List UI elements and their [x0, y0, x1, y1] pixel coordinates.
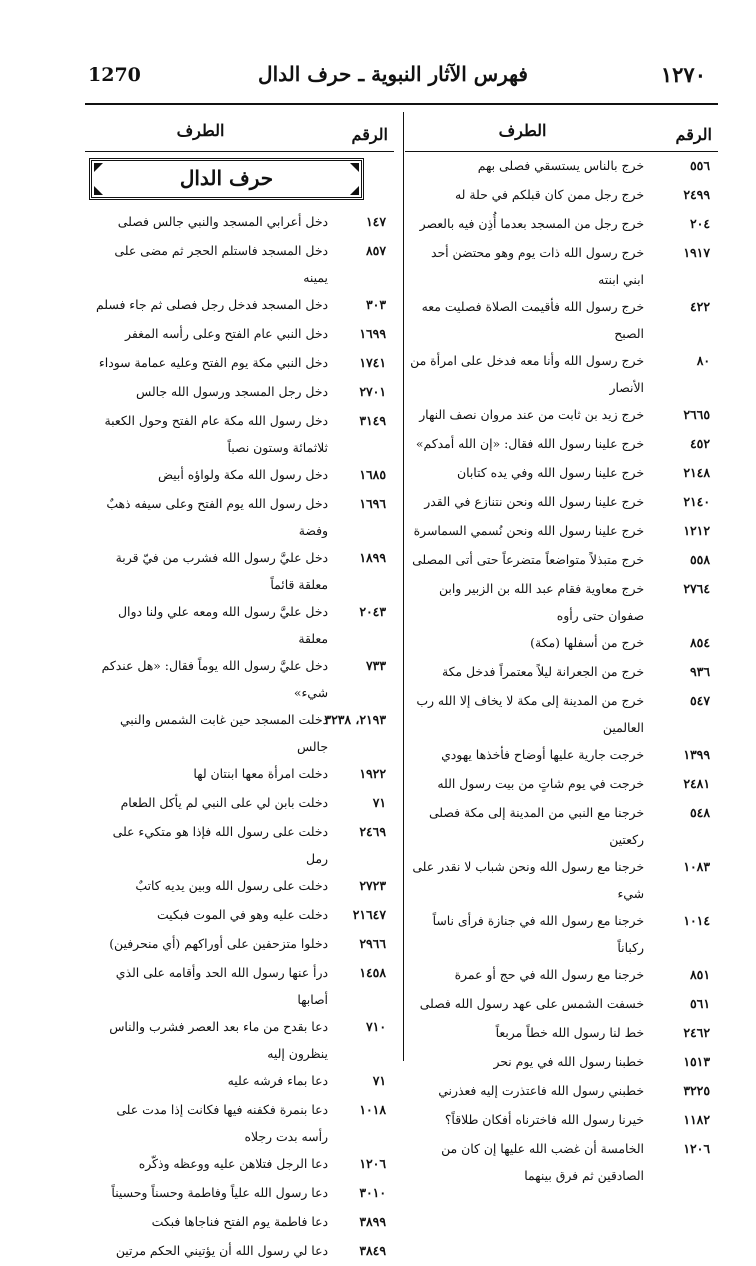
entry-text: خرج رسول الله وأنا معه فدخل على امرأة من الأنصار: [410, 353, 644, 395]
index-entry: [85, 1150, 394, 1179]
left-column: [85, 115, 394, 1266]
entry-text: دخل النبي مكة يوم الفتح وعليه عمامة سوداء: [98, 355, 328, 370]
index-entry: [85, 490, 394, 544]
index-entry: [85, 789, 394, 818]
entry-text: خسفت الشمس على عهد رسول الله فصلى: [419, 996, 644, 1011]
entry-text: دعا الرجل فتلاهن عليه ووعظه وذكّره: [138, 1156, 328, 1171]
entry-text: دخل المسجد فدخل رجل فصلى ثم جاء فسلم: [96, 297, 328, 312]
entry-text: دخل عليَّ رسول الله يوماً فقال: «هل عندكم شيء»: [101, 658, 328, 700]
entry-text: دخلت المسجد حين غابت الشمس والنبي جالس: [119, 712, 328, 754]
entry-text: دعا لي رسول الله أن يؤتيني الحكم مرتين: [115, 1243, 328, 1258]
entry-number: ٢١٤٨: [683, 465, 710, 480]
entry-number: ٤٥٢: [690, 436, 710, 451]
index-entry: [85, 320, 394, 349]
index-entry: [85, 208, 394, 237]
index-entry: [85, 544, 394, 598]
entry-text: خرجنا مع رسول الله في حج أو عمرة: [454, 967, 644, 982]
entry-text: دخل النبي عام الفتح وعلى رأسه المغفر: [125, 326, 328, 341]
entry-number: ٥٥٦: [690, 158, 710, 173]
entry-text: خرج رجل من المسجد بعدما أُذِن فيه بالعصر: [419, 216, 644, 231]
entry-number: ٢١٩٣، ٣٢٣٨: [324, 712, 386, 727]
corner-ornament-icon: [350, 163, 359, 172]
index-entry: [85, 349, 394, 378]
entry-number: ٢٠٤: [690, 216, 710, 231]
index-entry: [85, 930, 394, 959]
entry-text: دخلت بابن لي على النبي لم يأكل الطعام: [120, 795, 328, 810]
entry-text: خرج علينا رسول الله وفي يده كتابان: [456, 465, 644, 480]
entry-number: ٢٤٨١: [683, 776, 710, 791]
entry-text: خرج علينا رسول الله فقال: «إن الله أمدكم»: [415, 436, 644, 451]
entry-number: ٣١٤٩: [359, 413, 386, 428]
entry-number: ١٧٤١: [359, 355, 386, 370]
index-entry: [85, 407, 394, 461]
entry-text: خرج من الجعرانة ليلاً معتمراً فدخل مكة: [441, 664, 644, 679]
entry-number: ٩٣٦: [690, 664, 710, 679]
index-entry: [405, 1019, 718, 1048]
entry-number: ٣٠٣: [366, 297, 386, 312]
index-entry: [405, 907, 718, 961]
entry-number: ٢٤٩٩: [683, 187, 710, 202]
index-entry: [405, 430, 718, 459]
entry-text: دخل عليَّ رسول الله ومعه علي ولنا دوال معلقة: [118, 604, 328, 646]
entry-number: ٨٥٧: [366, 243, 386, 258]
index-entry: [405, 210, 718, 239]
index-entry: [405, 575, 718, 629]
entry-number: ٢١٦٤٧: [352, 907, 386, 922]
index-entry: [405, 990, 718, 1019]
entry-number: ٧١: [372, 1073, 386, 1088]
index-entry: [405, 181, 718, 210]
entry-text: دخلوا متزحفين على أوراكهم (أي منحرفين): [109, 936, 328, 951]
index-entry: [405, 1135, 718, 1189]
index-entry: [405, 1106, 718, 1135]
index-entry: [405, 459, 718, 488]
entry-text: دخل عليَّ رسول الله فشرب من فيّ قربة معلقة قائماً: [115, 550, 328, 592]
index-entry: [405, 629, 718, 658]
entry-text: خرجنا مع النبي من المدينة إلى مكة فصلى ركعتين: [428, 805, 644, 847]
index-entry: [85, 872, 394, 901]
entry-text: دخلت على رسول الله وبين يديه كاتبٌ: [135, 878, 328, 893]
page-number-arabic: ١٢٧٠: [660, 62, 706, 87]
index-entry: [85, 461, 394, 490]
entry-text: دعا فاطمة يوم الفتح فناجاها فبكت: [151, 1214, 328, 1229]
entry-number: ٣٨٩٩: [359, 1214, 386, 1229]
entry-text: خرج رجل ممن كان قبلكم في حلة له: [454, 187, 644, 202]
entry-number: ٥٦١: [690, 996, 710, 1011]
page-header: [70, 60, 716, 100]
entry-text: خرج زيد بن ثابت من عند مروان نصف النهار: [419, 407, 644, 422]
entry-number: ٥٥٨: [690, 552, 710, 567]
entry-number: ٢١٤٠: [683, 494, 710, 509]
entry-text: خرجت في يوم شاتٍ من بيت رسول الله: [437, 776, 644, 791]
index-entry: [85, 1096, 394, 1150]
entry-text: خرج رسول الله فأقيمت الصلاة فصليت معه الصبح: [421, 299, 644, 341]
entry-text: خرج رسول الله ذات يوم وهو محتضن أحد ابني ابنته: [430, 245, 644, 287]
entry-number: ١٤٧: [366, 214, 386, 229]
index-entry: [85, 959, 394, 1013]
entry-text: دعا بماء فرشه عليه: [227, 1073, 328, 1088]
entry-text: خيرنا رسول الله فاخترناه أفكان طلاقاً؟: [444, 1112, 644, 1127]
entry-text: دعا بقدح من ماء بعد العصر فشرب والناس ينظرون إليه: [109, 1019, 328, 1061]
entry-text: خرجنا مع رسول الله ونحن شباب لا نقدر على شيء: [412, 859, 644, 901]
index-entry: [85, 598, 394, 652]
index-entry: [85, 1067, 394, 1096]
entry-text: دخل رسول الله مكة عام الفتح وحول الكعبة ثلاثمائة وستون نصباً: [104, 413, 328, 455]
entry-number: ٢٤٦٢: [683, 1025, 710, 1040]
index-entry: [85, 237, 394, 291]
entry-text: خطبني رسول الله فاعتذرت إليه فعذرني: [438, 1083, 644, 1098]
entry-number: ١٤٥٨: [359, 965, 386, 980]
entry-number: ١٨٩٩: [359, 550, 386, 565]
entry-number: ٢٧٦٤: [683, 581, 710, 596]
entry-text: خرج من المدينة إلى مكة لا يخاف إلا الله رب العالمين: [416, 693, 644, 735]
entry-text: خطبنا رسول الله في يوم نحر: [493, 1054, 644, 1069]
entry-number: ٢٠٤٣: [359, 604, 386, 619]
index-entry: [405, 741, 718, 770]
entry-number: ١٢١٢: [683, 523, 710, 538]
entry-number: ١٠٨٣: [683, 859, 710, 874]
page-number-latin: 1270: [88, 64, 141, 86]
left-entries: [85, 208, 394, 1266]
number-heading: الرقم: [351, 125, 388, 144]
entry-number: ١٠١٤: [683, 913, 710, 928]
index-entry: [85, 1208, 394, 1237]
index-entry: [405, 347, 718, 401]
index-entry: [405, 152, 718, 181]
index-entry: [405, 293, 718, 347]
index-entry: [405, 799, 718, 853]
index-entry: [405, 401, 718, 430]
entry-text: خرجنا مع رسول الله في جنازة فرأى ناساً ركباناً: [432, 913, 644, 955]
index-entry: [405, 1048, 718, 1077]
entry-text: خرج بالناس يستسقي فصلى بهم: [477, 158, 644, 173]
section-banner: [89, 158, 364, 200]
entry-text: دخل رسول الله مكة ولواؤه أبيض: [158, 467, 328, 482]
entry-number: ٢٧٠١: [359, 384, 386, 399]
entry-number: ١٩١٧: [683, 245, 710, 260]
index-entry: [85, 291, 394, 320]
index-entry: [85, 1013, 394, 1067]
index-entry: [85, 760, 394, 789]
index-entry: [85, 378, 394, 407]
column-header: [405, 115, 718, 152]
entry-text: درأ عنها رسول الله الحد وأقامه على الذي أصابها: [115, 965, 328, 1007]
column-header: [85, 115, 394, 152]
entry-number: ٨٠: [696, 353, 710, 368]
entry-number: ٧١٠: [366, 1019, 386, 1034]
entry-number: ٥٤٧: [690, 693, 710, 708]
section-title: حرف الدال: [179, 166, 274, 190]
entry-number: ١٩٢٢: [359, 766, 386, 781]
entry-text: دعا بنمرة فكفنه فيها فكانت إذا مدت على رأسه بدت رجلاه: [116, 1102, 328, 1144]
entry-text: خط لنا رسول الله خطاً مربعاً: [495, 1025, 644, 1040]
index-entry: [85, 1179, 394, 1208]
entry-number: ١١٨٢: [683, 1112, 710, 1127]
entry-number: ٣٢٢٥: [683, 1083, 710, 1098]
entry-text: الخامسة أن غضب الله عليها إن كان من الصادقين ثم فرق بينهما: [441, 1141, 644, 1183]
entry-text: خرج علينا رسول الله ونحن نتنازع في القدر: [424, 494, 644, 509]
right-column: [405, 115, 718, 1189]
index-entry: [405, 853, 718, 907]
index-entry: [405, 546, 718, 575]
entry-text: دخلت على رسول الله فإذا هو متكيء على رمل: [112, 824, 328, 866]
entry-text: خرج من أسفلها (مكة): [530, 635, 644, 650]
entry-number: ١٥١٣: [683, 1054, 710, 1069]
entry-number: ١٦٩٩: [359, 326, 386, 341]
index-entry: [85, 706, 394, 760]
entry-number: ١٣٩٩: [683, 747, 710, 762]
entry-text: دخل أعرابي المسجد والنبي جالس فصلى: [117, 214, 328, 229]
corner-ornament-icon: [94, 163, 103, 172]
entry-number: ٢٩٦٦: [359, 936, 386, 951]
entry-text: خرج علينا رسول الله ونحن نُسمي السماسرة: [413, 523, 644, 538]
entry-text: دخل رسول الله يوم الفتح وعلى سيفه ذهبٌ وفضة: [106, 496, 328, 538]
right-entries: [405, 152, 718, 1189]
entry-number: ٢٦٦٥: [683, 407, 710, 422]
entry-number: ٢٧٢٣: [359, 878, 386, 893]
entry-text: خرجت جارية عليها أوضاح فأخذها يهودي: [441, 747, 644, 762]
index-entry: [405, 961, 718, 990]
index-entry: [85, 901, 394, 930]
entry-text: دخلت امرأة معها ابنتان لها: [193, 766, 328, 781]
column-divider: [403, 112, 404, 1061]
corner-ornament-icon: [350, 186, 359, 195]
entry-number: ٧٣٣: [366, 658, 386, 673]
index-entry: [405, 658, 718, 687]
entry-text: دخل رجل المسجد ورسول الله جالس: [136, 384, 328, 399]
index-entry: [405, 517, 718, 546]
entry-number: ٤٢٢: [690, 299, 710, 314]
index-entry: [85, 652, 394, 706]
entry-text: دعا رسول الله علياً وفاطمة وحسناً وحسيناً: [111, 1185, 328, 1200]
entry-text: دخلت عليه وهو في الموت فبكيت: [156, 907, 328, 922]
entry-number: ٥٤٨: [690, 805, 710, 820]
entry-number: ٧١: [372, 795, 386, 810]
tarf-heading: الطرف: [498, 121, 547, 140]
corner-ornament-icon: [94, 186, 103, 195]
page-title: فهرس الآثار النبوية ـ حرف الدال: [258, 62, 528, 86]
entry-number: ٣٠١٠: [359, 1185, 386, 1200]
entry-number: ١٠١٨: [359, 1102, 386, 1117]
entry-number: ١٦٨٥: [359, 467, 386, 482]
entry-number: ٨٥١: [690, 967, 710, 982]
entry-number: ١٢٠٦: [359, 1156, 386, 1171]
entry-number: ٨٥٤: [690, 635, 710, 650]
entry-text: دخل المسجد فاستلم الحجر ثم مضى على يمينه: [114, 243, 328, 285]
index-entry: [85, 1237, 394, 1266]
entry-number: ١٢٠٦: [683, 1141, 710, 1156]
index-entry: [405, 1077, 718, 1106]
entry-number: ١٦٩٦: [359, 496, 386, 511]
index-entry: [405, 239, 718, 293]
entry-text: خرج متبذلاً متواضعاً متضرعاً حتى أتى المصلى: [412, 552, 644, 567]
entry-number: ٢٤٦٩: [359, 824, 386, 839]
index-entry: [85, 818, 394, 872]
number-heading: الرقم: [675, 125, 712, 144]
index-entry: [405, 488, 718, 517]
entry-number: ٣٨٤٩: [359, 1243, 386, 1258]
index-entry: [405, 770, 718, 799]
header-rule: [85, 103, 718, 105]
index-entry: [405, 687, 718, 741]
tarf-heading: الطرف: [176, 121, 225, 140]
entry-text: خرج معاوية فقام عبد الله بن الزبير وابن صفوان حتى رأوه: [438, 581, 644, 623]
